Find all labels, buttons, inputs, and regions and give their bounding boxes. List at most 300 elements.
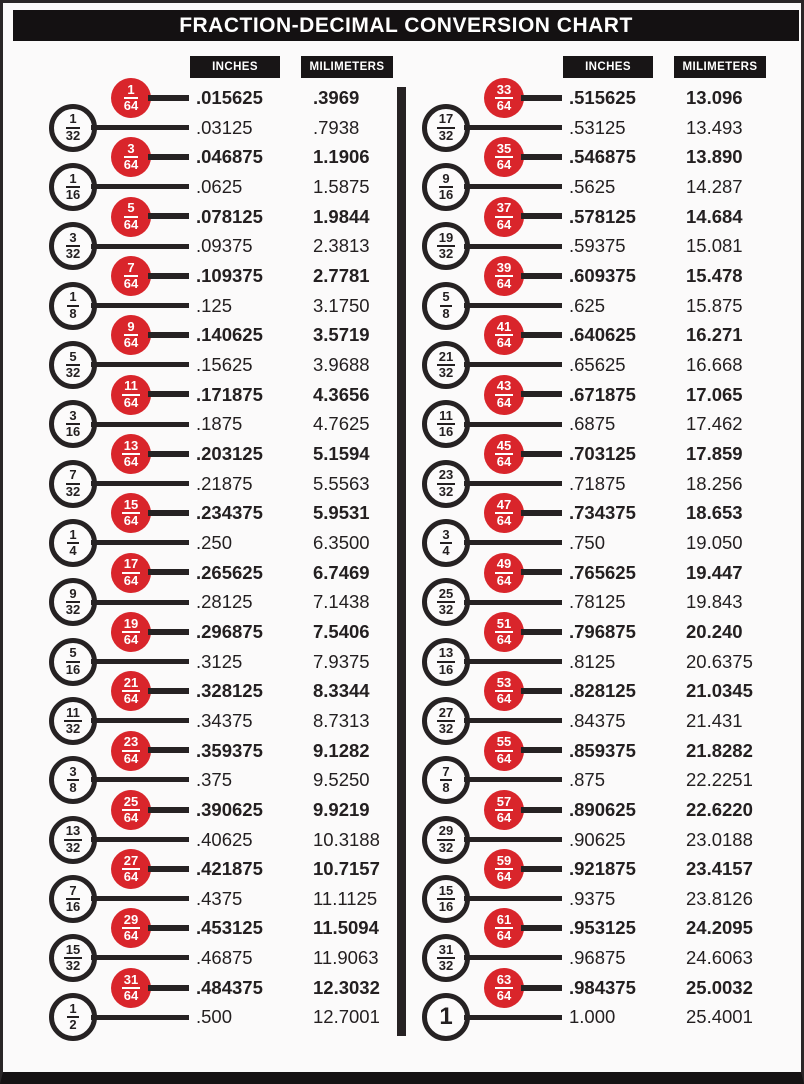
mm-value: 5.9531: [313, 502, 370, 524]
fraction-numerator: 13: [122, 439, 140, 455]
inches-value: .6875: [569, 413, 616, 435]
inches-value: .59375: [569, 235, 626, 257]
inches-value: .875: [569, 769, 606, 791]
fraction: [122, 557, 140, 588]
table-row: [376, 528, 768, 558]
fraction-denominator: 64: [123, 572, 139, 588]
rows-container: [3, 83, 395, 1033]
fraction: [66, 350, 80, 381]
fraction-denominator: 32: [65, 602, 81, 618]
connector-line: [464, 718, 562, 723]
inches-value: .203125: [196, 442, 263, 464]
connector-line: [148, 866, 189, 872]
mm-value: 5.5563: [313, 472, 370, 494]
fraction-numerator: 1: [67, 290, 78, 306]
fraction: [124, 142, 138, 173]
connector-line: [91, 837, 189, 842]
connector-line: [91, 718, 189, 723]
fraction-numerator: 31: [437, 943, 455, 959]
fraction-denominator: 64: [123, 928, 139, 944]
inches-value: .4375: [196, 887, 243, 909]
fraction-denominator: 8: [69, 780, 77, 796]
fraction-denominator: 8: [442, 780, 450, 796]
mm-value: 9.5250: [313, 769, 370, 791]
fraction-denominator: 64: [496, 631, 512, 647]
table-row: [376, 647, 768, 677]
fraction: [122, 379, 140, 410]
fraction-denominator: 32: [65, 364, 81, 380]
inches-value: .625: [569, 294, 606, 316]
fraction-numerator: 63: [495, 973, 513, 989]
mm-value: 23.0188: [686, 828, 753, 850]
table-row: [376, 825, 768, 855]
fraction: [67, 765, 78, 796]
inches-value: .1875: [196, 413, 243, 435]
connector-line: [91, 1015, 189, 1020]
fraction: [437, 943, 455, 974]
fraction: [66, 112, 80, 143]
mm-value: 12.7001: [313, 1006, 380, 1028]
connector-line: [148, 985, 189, 991]
page-title: FRACTION-DECIMAL CONVERSION CHART: [13, 10, 799, 41]
inches-value: .359375: [196, 739, 263, 761]
fraction-denominator: 64: [496, 453, 512, 469]
table-row: [3, 172, 395, 202]
fraction-numerator: 25: [122, 795, 140, 811]
fraction-denominator: 64: [123, 987, 139, 1003]
mm-value: 3.9688: [313, 353, 370, 375]
mm-value: 13.890: [686, 146, 743, 168]
fraction-numerator: 7: [66, 468, 80, 484]
fraction-denominator: 64: [123, 98, 139, 113]
fraction-denominator: 64: [123, 750, 139, 766]
fraction: [66, 231, 80, 262]
connector-line: [521, 985, 562, 991]
connector-line: [148, 213, 189, 219]
fraction-numerator: 15: [64, 943, 82, 959]
connector-line: [464, 244, 562, 249]
connector-line: [91, 244, 189, 249]
mm-value: 8.7313: [313, 709, 370, 731]
inches-value: .703125: [569, 442, 636, 464]
fraction: [437, 409, 455, 440]
inches-value: .750: [569, 531, 606, 553]
inches-value: .421875: [196, 858, 263, 880]
connector-line: [148, 95, 189, 101]
fraction-numerator: 31: [122, 973, 140, 989]
fraction: [122, 676, 140, 707]
mm-value: 13.096: [686, 87, 743, 108]
connector-line: [464, 600, 562, 605]
connector-line: [464, 896, 562, 901]
fraction-denominator: 64: [496, 335, 512, 351]
connector-line: [464, 362, 562, 367]
connector-line: [521, 747, 562, 753]
mm-value: 1.5875: [313, 175, 370, 197]
fraction-numerator: 55: [495, 735, 513, 751]
mm-value: 11.9063: [313, 947, 379, 969]
mm-value: 16.271: [686, 324, 743, 346]
column-right: [376, 3, 768, 1072]
fraction-denominator: 64: [123, 335, 139, 351]
fraction: [66, 884, 80, 915]
fraction-numerator: 1: [124, 83, 138, 99]
fraction-numerator: 27: [437, 706, 455, 722]
inches-value: .984375: [569, 976, 636, 998]
fraction-denominator: 64: [123, 157, 139, 173]
mm-value: 4.3656: [313, 383, 370, 405]
connector-line: [91, 422, 189, 427]
fraction: [495, 320, 513, 351]
connector-line: [464, 540, 562, 545]
inches-value: .71875: [569, 472, 626, 494]
fraction-numerator: 11: [437, 409, 455, 425]
inches-value: .140625: [196, 324, 263, 346]
mm-value: 20.6375: [686, 650, 753, 672]
fraction: [64, 943, 82, 974]
rows-container: [376, 83, 768, 1033]
fraction-numerator: 17: [437, 112, 455, 128]
inches-value: .046875: [196, 146, 263, 168]
fraction-denominator: 8: [442, 305, 450, 321]
fraction-numerator: 61: [495, 913, 513, 929]
inches-value: .078125: [196, 205, 263, 227]
fraction-numerator: 59: [495, 854, 513, 870]
fraction: [437, 706, 455, 737]
fraction-denominator: 16: [438, 424, 454, 440]
table-row: [376, 350, 768, 380]
inches-value: .015625: [196, 87, 263, 108]
inches-value: .171875: [196, 383, 263, 405]
fraction-denominator: 64: [123, 691, 139, 707]
inches-value: .84375: [569, 709, 626, 731]
fraction: [495, 142, 513, 173]
fraction-numerator: 7: [124, 261, 138, 277]
mm-value: .7938: [313, 116, 360, 138]
mm-value: 8.3344: [313, 680, 370, 702]
fraction-denominator: 64: [123, 453, 139, 469]
table-row: [376, 706, 768, 736]
table-row: [3, 291, 395, 321]
fraction-numerator: 25: [437, 587, 455, 603]
connector-line: [148, 688, 189, 694]
fraction-numerator: 3: [67, 765, 78, 781]
mm-value: 13.493: [686, 116, 743, 138]
inches-value: .78125: [569, 591, 626, 613]
mm-value: 7.9375: [313, 650, 370, 672]
table-row: [376, 1002, 768, 1032]
fraction: [66, 468, 80, 499]
fraction-denominator: 64: [496, 98, 512, 113]
fraction: [495, 854, 513, 885]
inches-value: .484375: [196, 976, 263, 998]
fraction-denominator: 32: [438, 720, 454, 736]
fraction: [437, 350, 455, 381]
connector-line: [91, 659, 189, 664]
fraction-numerator: 1: [66, 112, 80, 128]
fraction: [122, 735, 140, 766]
connector-line: [464, 481, 562, 486]
fraction: [437, 231, 455, 262]
fraction: [439, 172, 453, 203]
fraction-denominator: 16: [65, 186, 81, 202]
connector-line: [521, 273, 562, 279]
fraction-denominator: 64: [496, 691, 512, 707]
inches-value: .28125: [196, 591, 253, 613]
inches-value: .296875: [196, 620, 263, 642]
fraction: [437, 112, 455, 143]
fraction-numerator: 7: [66, 884, 80, 900]
mm-value: 22.2251: [686, 769, 753, 791]
mm-value: 22.6220: [686, 798, 753, 820]
connector-line: [148, 273, 189, 279]
inches-value: .859375: [569, 739, 636, 761]
connector-line: [148, 510, 189, 516]
fraction: [495, 617, 513, 648]
inches-value: .40625: [196, 828, 253, 850]
table-row: [376, 231, 768, 261]
fraction-numerator: 45: [495, 439, 513, 455]
inches-value: .265625: [196, 561, 263, 583]
fraction-denominator: 64: [496, 869, 512, 885]
fraction-denominator: 64: [496, 275, 512, 291]
connector-line: [464, 422, 562, 427]
fraction: [122, 498, 140, 529]
fraction: [67, 528, 78, 559]
fraction: [495, 557, 513, 588]
table-row: [3, 884, 395, 914]
connector-line: [91, 955, 189, 960]
fraction-denominator: 32: [438, 839, 454, 855]
inches-value: .515625: [569, 87, 636, 108]
connector-line: [148, 925, 189, 931]
mm-value: 24.6063: [686, 947, 753, 969]
fraction: [495, 973, 513, 1004]
fraction: [66, 587, 80, 618]
fraction-numerator: 15: [122, 498, 140, 514]
fraction-denominator: 64: [496, 394, 512, 410]
fraction-denominator: 64: [496, 157, 512, 173]
table-row: [376, 113, 768, 143]
fraction-denominator: 64: [123, 394, 139, 410]
mm-value: 21.0345: [686, 680, 753, 702]
fraction-denominator: 4: [69, 542, 77, 558]
inches-value: 1.000: [569, 1006, 616, 1028]
inches-value: .640625: [569, 324, 636, 346]
inches-value: .8125: [569, 650, 616, 672]
millimeters-header: MILIMETERS: [674, 56, 766, 78]
connector-line: [91, 303, 189, 308]
fraction-numerator: 33: [495, 83, 513, 99]
fraction-numerator: 5: [440, 290, 451, 306]
fraction-numerator: 51: [495, 617, 513, 633]
inches-value: .03125: [196, 116, 253, 138]
fraction: [66, 172, 80, 203]
fraction-numerator: 5: [66, 646, 80, 662]
mm-value: 20.240: [686, 620, 743, 642]
mm-value: 25.0032: [686, 976, 753, 998]
connector-line: [464, 955, 562, 960]
mm-value: 9.1282: [313, 739, 370, 761]
fraction: [440, 528, 451, 559]
fraction: [495, 735, 513, 766]
inches-value: .21875: [196, 472, 253, 494]
table-row: [376, 469, 768, 499]
mm-value: 4.7625: [313, 413, 370, 435]
connector-line: [91, 125, 189, 130]
fraction: [124, 261, 138, 292]
inches-value: .46875: [196, 947, 253, 969]
fraction-denominator: 16: [438, 661, 454, 677]
mm-value: 2.3813: [313, 235, 370, 257]
mm-value: 25.4001: [686, 1006, 753, 1028]
fraction-denominator: 32: [65, 246, 81, 262]
mm-value: 1.9844: [313, 205, 370, 227]
fraction: [440, 290, 451, 321]
connector-line: [521, 925, 562, 931]
fraction: [495, 795, 513, 826]
mm-value: 10.7157: [313, 858, 380, 880]
inches-value: .328125: [196, 680, 263, 702]
fraction-badge: [49, 993, 97, 1041]
mm-value: 18.256: [686, 472, 743, 494]
fraction-numerator: 13: [437, 646, 455, 662]
fraction: [66, 409, 80, 440]
connector-line: [464, 659, 562, 664]
fraction-numerator: 27: [122, 854, 140, 870]
fraction-numerator: 3: [440, 528, 451, 544]
inches-header: INCHES: [190, 56, 280, 78]
table-row: [376, 884, 768, 914]
mm-value: 19.447: [686, 561, 743, 583]
mm-value: 7.1438: [313, 591, 370, 613]
inches-value: .9375: [569, 887, 616, 909]
table-row: [3, 765, 395, 795]
inches-value: .34375: [196, 709, 253, 731]
table-row: [3, 587, 395, 617]
fraction: [124, 320, 138, 351]
fraction-badge: [422, 993, 470, 1041]
column-left: [3, 3, 395, 1072]
fraction-numerator: 9: [124, 320, 138, 336]
fraction: [122, 854, 140, 885]
fraction-numerator: 9: [439, 172, 453, 188]
inches-value: .90625: [569, 828, 626, 850]
connector-line: [521, 391, 562, 397]
inches-value: .828125: [569, 680, 636, 702]
mm-value: 14.684: [686, 205, 743, 227]
fraction-numerator: 17: [122, 557, 140, 573]
inches-value: .921875: [569, 858, 636, 880]
fraction: [495, 379, 513, 410]
connector-line: [91, 362, 189, 367]
inches-value: .3125: [196, 650, 243, 672]
mm-value: 19.050: [686, 531, 743, 553]
fraction-denominator: 64: [496, 928, 512, 944]
fraction: [495, 201, 513, 232]
fraction-numerator: 1: [67, 528, 78, 544]
fraction-denominator: 64: [496, 750, 512, 766]
mm-value: 21.8282: [686, 739, 753, 761]
fraction-numerator: 21: [122, 676, 140, 692]
fraction-denominator: 64: [123, 275, 139, 291]
inches-value: .0625: [196, 175, 243, 197]
fraction: [495, 913, 513, 944]
fraction-denominator: 32: [438, 958, 454, 974]
mm-value: 18.653: [686, 502, 743, 524]
inches-value: .250: [196, 531, 233, 553]
inches-value: .234375: [196, 502, 263, 524]
fraction-numerator: 41: [495, 320, 513, 336]
fraction-denominator: 32: [65, 839, 81, 855]
fraction-numerator: 39: [495, 261, 513, 277]
connector-line: [521, 866, 562, 872]
fraction: [122, 973, 140, 1004]
connector-line: [91, 896, 189, 901]
connector-line: [521, 569, 562, 575]
fraction-denominator: 64: [123, 216, 139, 232]
fraction: [439, 1004, 452, 1030]
mm-value: 15.081: [686, 235, 743, 257]
fraction-denominator: 64: [496, 572, 512, 588]
fraction-denominator: 32: [65, 127, 81, 143]
fraction-denominator: 64: [496, 513, 512, 529]
fraction: [67, 290, 78, 321]
fraction-denominator: 64: [123, 631, 139, 647]
fraction: [64, 824, 82, 855]
connector-line: [148, 391, 189, 397]
connector-line: [148, 569, 189, 575]
inches-value: .15625: [196, 353, 253, 375]
fraction-numerator: 19: [122, 617, 140, 633]
fraction-denominator: 16: [65, 424, 81, 440]
fraction-denominator: 32: [65, 958, 81, 974]
mm-value: 24.2095: [686, 917, 753, 939]
fraction-denominator: 32: [438, 127, 454, 143]
connector-line: [521, 629, 562, 635]
fraction-denominator: 64: [496, 216, 512, 232]
fraction-numerator: 3: [66, 231, 80, 247]
connector-line: [148, 747, 189, 753]
mm-value: 3.1750: [313, 294, 370, 316]
mm-value: 21.431: [686, 709, 743, 731]
connector-line: [91, 600, 189, 605]
connector-line: [464, 1015, 562, 1020]
inches-value: .65625: [569, 353, 626, 375]
mm-value: 12.3032: [313, 976, 380, 998]
mm-value: 17.462: [686, 413, 743, 435]
inches-value: .96875: [569, 947, 626, 969]
fraction: [437, 468, 455, 499]
mm-value: 10.3188: [313, 828, 380, 850]
table-row: [376, 587, 768, 617]
fraction: [495, 439, 513, 470]
fraction: [495, 83, 513, 114]
table-row: [3, 647, 395, 677]
mm-value: 3.5719: [313, 324, 370, 346]
fraction-numerator: 37: [495, 201, 513, 217]
fraction-numerator: 57: [495, 795, 513, 811]
connector-line: [521, 154, 562, 160]
connector-line: [148, 451, 189, 457]
connector-line: [91, 481, 189, 486]
mm-value: 14.287: [686, 175, 743, 197]
connector-line: [521, 807, 562, 813]
fraction-numerator: 23: [122, 735, 140, 751]
mm-value: 16.668: [686, 353, 743, 375]
fraction-numerator: 11: [122, 379, 140, 395]
connector-line: [148, 154, 189, 160]
